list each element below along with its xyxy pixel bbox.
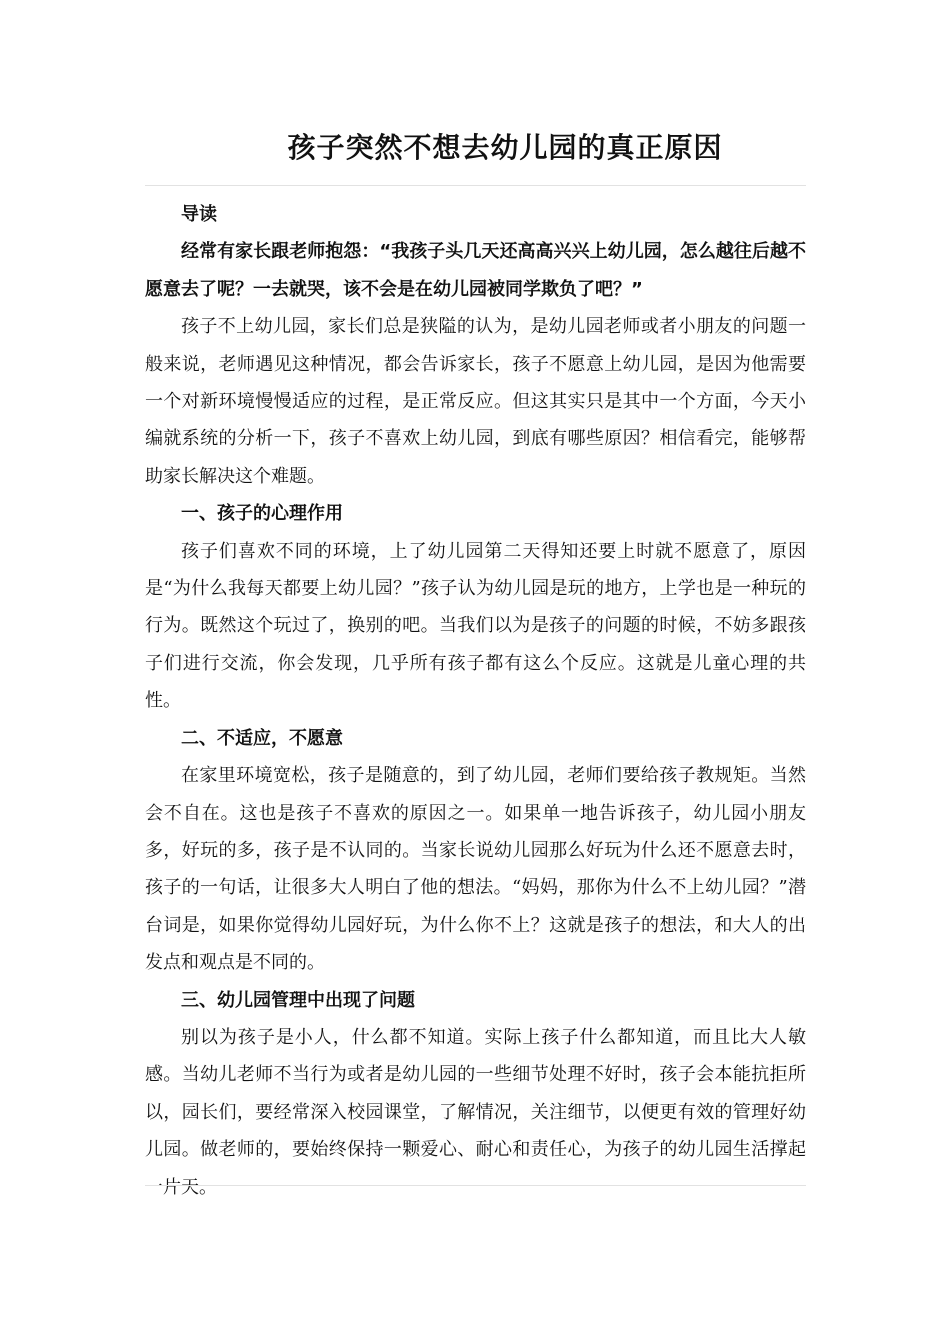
section-3-heading: 三、幼儿园管理中出现了问题 — [181, 989, 415, 1011]
section-1-heading: 一、孩子的心理作用 — [181, 503, 343, 525]
section-3-paragraph: 别以为孩子是小人，什么都不知道。实际上孩子什么都知道，而且比大人敏感。当幼儿老师不当行为或者是幼儿园的一些细节处理不好时，孩子会本能抗拒所以，园长们，要经常深入校园课堂，了解情况，关注细节，以便更有效的管理好幼儿园。做老师的，要始终保持一颗爱心、耐心和责任心，为孩子的幼儿园生活撑起一片天。 — [145, 1026, 806, 1198]
intro-heading: 导读 — [181, 204, 217, 225]
section-2-paragraph: 在家里环境宽松，孩子是随意的，到了幼儿园，老师们要给孩子教规矩。当然会不自在。这也是孩子不喜欢的原因之一。如果单一地告诉孩子，幼儿园小朋友多，好玩的多，孩子是不认同的。当家长说幼儿园那么好玩为什么还不愿意去时，孩子的一句话，让很多大人明白了他的想法。“妈妈，那你为什么不上幼儿园？”潜台词是，如果你觉得幼儿园好玩，为什么你不上？这就是孩子的想法，和大人的出发点和观点是不同的。 — [145, 765, 806, 974]
intro-lead: 经常有家长跟老师抱怨：“我孩子头几天还高高兴兴上幼儿园，怎么越往后越不愿意去了呢？一去就哭，该不会是在幼儿园被同学欺负了吧？” — [145, 241, 806, 300]
top-divider — [145, 185, 806, 186]
page-title: 孩子突然不想去幼儿园的真正原因 — [287, 131, 723, 164]
bottom-divider — [145, 1185, 806, 1186]
intro-paragraph: 孩子不上幼儿园，家长们总是狭隘的认为，是幼儿园老师或者小朋友的问题一般来说，老师遇见这种情况，都会告诉家长，孩子不愿意上幼儿园，是因为他需要一个对新环境慢慢适应的过程，是正常反应。但这其实只是其中一个方面，今天小编就系统的分析一下，孩子不喜欢上幼儿园，到底有哪些原因？相信看完，能够帮助家长解决这个难题。 — [145, 316, 806, 487]
section-2-heading: 二、不适应，不愿意 — [181, 727, 343, 749]
section-1-paragraph: 孩子们喜欢不同的环境，上了幼儿园第二天得知还要上时就不愿意了，原因是“为什么我每天都要上幼儿园？”孩子认为幼儿园是玩的地方，上学也是一种玩的行为。既然这个玩过了，换别的吧。当我们以为是孩子的问题的时候，不妨多跟孩子们进行交流，你会发现，几乎所有孩子都有这么个反应。这就是儿童心理的共性。 — [145, 540, 806, 712]
article-body — [145, 196, 806, 1206]
